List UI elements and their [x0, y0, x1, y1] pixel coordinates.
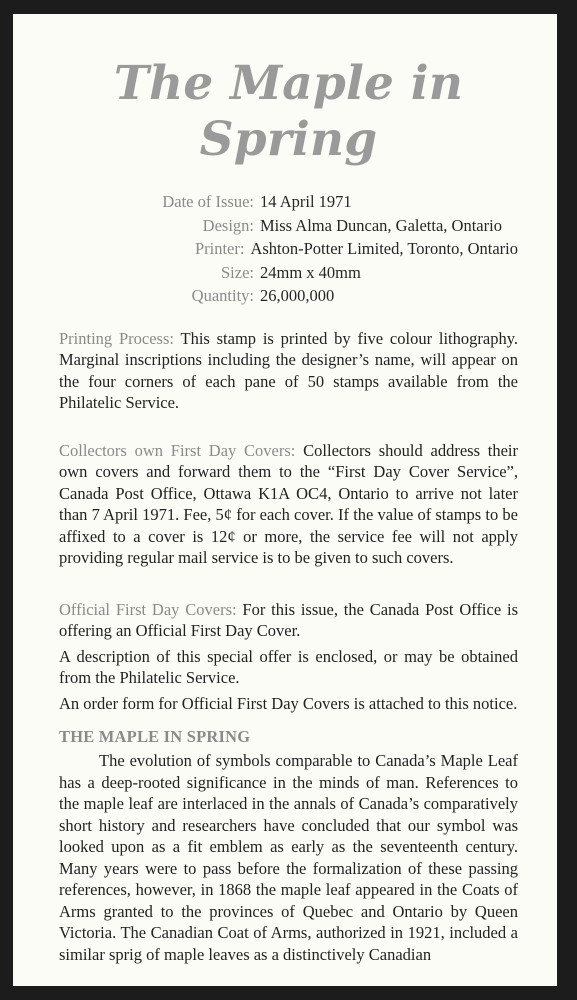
spec-value: 14 April 1971: [260, 192, 352, 211]
spec-label: Quantity:: [191, 286, 254, 305]
spec-value: 24mm x 40mm: [260, 262, 361, 282]
spec-value: Ashton-Potter Limited, Toronto, Ontario: [250, 239, 518, 258]
spec-label: Design:: [202, 215, 254, 235]
spec-label: Size:: [221, 262, 254, 282]
section-heading: THE MAPLE IN SPRING: [59, 727, 251, 746]
printing-process-paragraph: [59, 328, 518, 414]
official-order-form-paragraph: An order form for Official First Day Covers is attached to this notice.: [59, 693, 518, 713]
spec-row-printer: [59, 237, 518, 261]
spec-label: Printer:: [194, 239, 245, 258]
notice-sheet: [13, 14, 557, 986]
issue-specs: [59, 190, 518, 308]
collectors-text: Collectors should address their own covers and forward them to the “First Day Cover Service”, Canada Post Office, Ottawa K1A OC4, Ontario to arrive not later than 7 April 1971. Fee, 5¢ for each cover. If the value of stamps to be affixed to a cover is 12¢ or more, the service fee will not apply providing regular mail service is to be given to such covers.: [59, 440, 518, 567]
spec-value: Miss Alma Duncan, Galetta, Ontario: [260, 215, 502, 235]
spec-row-design: [59, 214, 518, 238]
official-description-paragraph: A description of this special offer is enclosed, or may be obtained from the Philatelic Service.: [59, 646, 518, 687]
spec-value: 26,000,000: [260, 286, 335, 305]
official-text: For this issue, the Canada Post Office is offering an Official First Day Cover.: [59, 599, 518, 640]
maple-history-paragraph: The evolution of symbols comparable to Canada’s Maple Leaf has a deep-rooted significance in the minds of man. References to the maple leaf are interlaced in the annals of Canada’s comparatively short history and researchers have concluded that our symbol was looked upon as a fit emblem as early as the seventeenth century. Many years were to pass before the formalization of these passing references, however, in 1868 the maple leaf appeared in the Coats of Arms granted to the provinces of Quebec and Ontario by Queen Victoria. The Canadian Coat of Arms, authorized in 1921, included a similar sprig of maple leaves as a distinctively Canadian: [59, 751, 518, 964]
printing-process-text: This stamp is printed by five colour lithography. Marginal inscriptions including the designer’s name, will appear on the four corners of each pane of 50 stamps available from the Philatelic Service.: [59, 328, 519, 412]
spec-row-size: [59, 261, 518, 285]
spec-row-quantity: [59, 284, 518, 308]
official-label: Official First Day Covers:: [59, 599, 237, 619]
official-paragraph: [59, 599, 518, 642]
page-title: The Maple in Spring: [113, 56, 464, 167]
collectors-paragraph: [59, 440, 518, 569]
spec-row-date: [59, 190, 518, 214]
collectors-label: Collectors own First Day Covers:: [59, 440, 296, 460]
spec-label: Date of Issue:: [162, 192, 254, 211]
printing-process-label: Printing Process:: [59, 328, 174, 348]
